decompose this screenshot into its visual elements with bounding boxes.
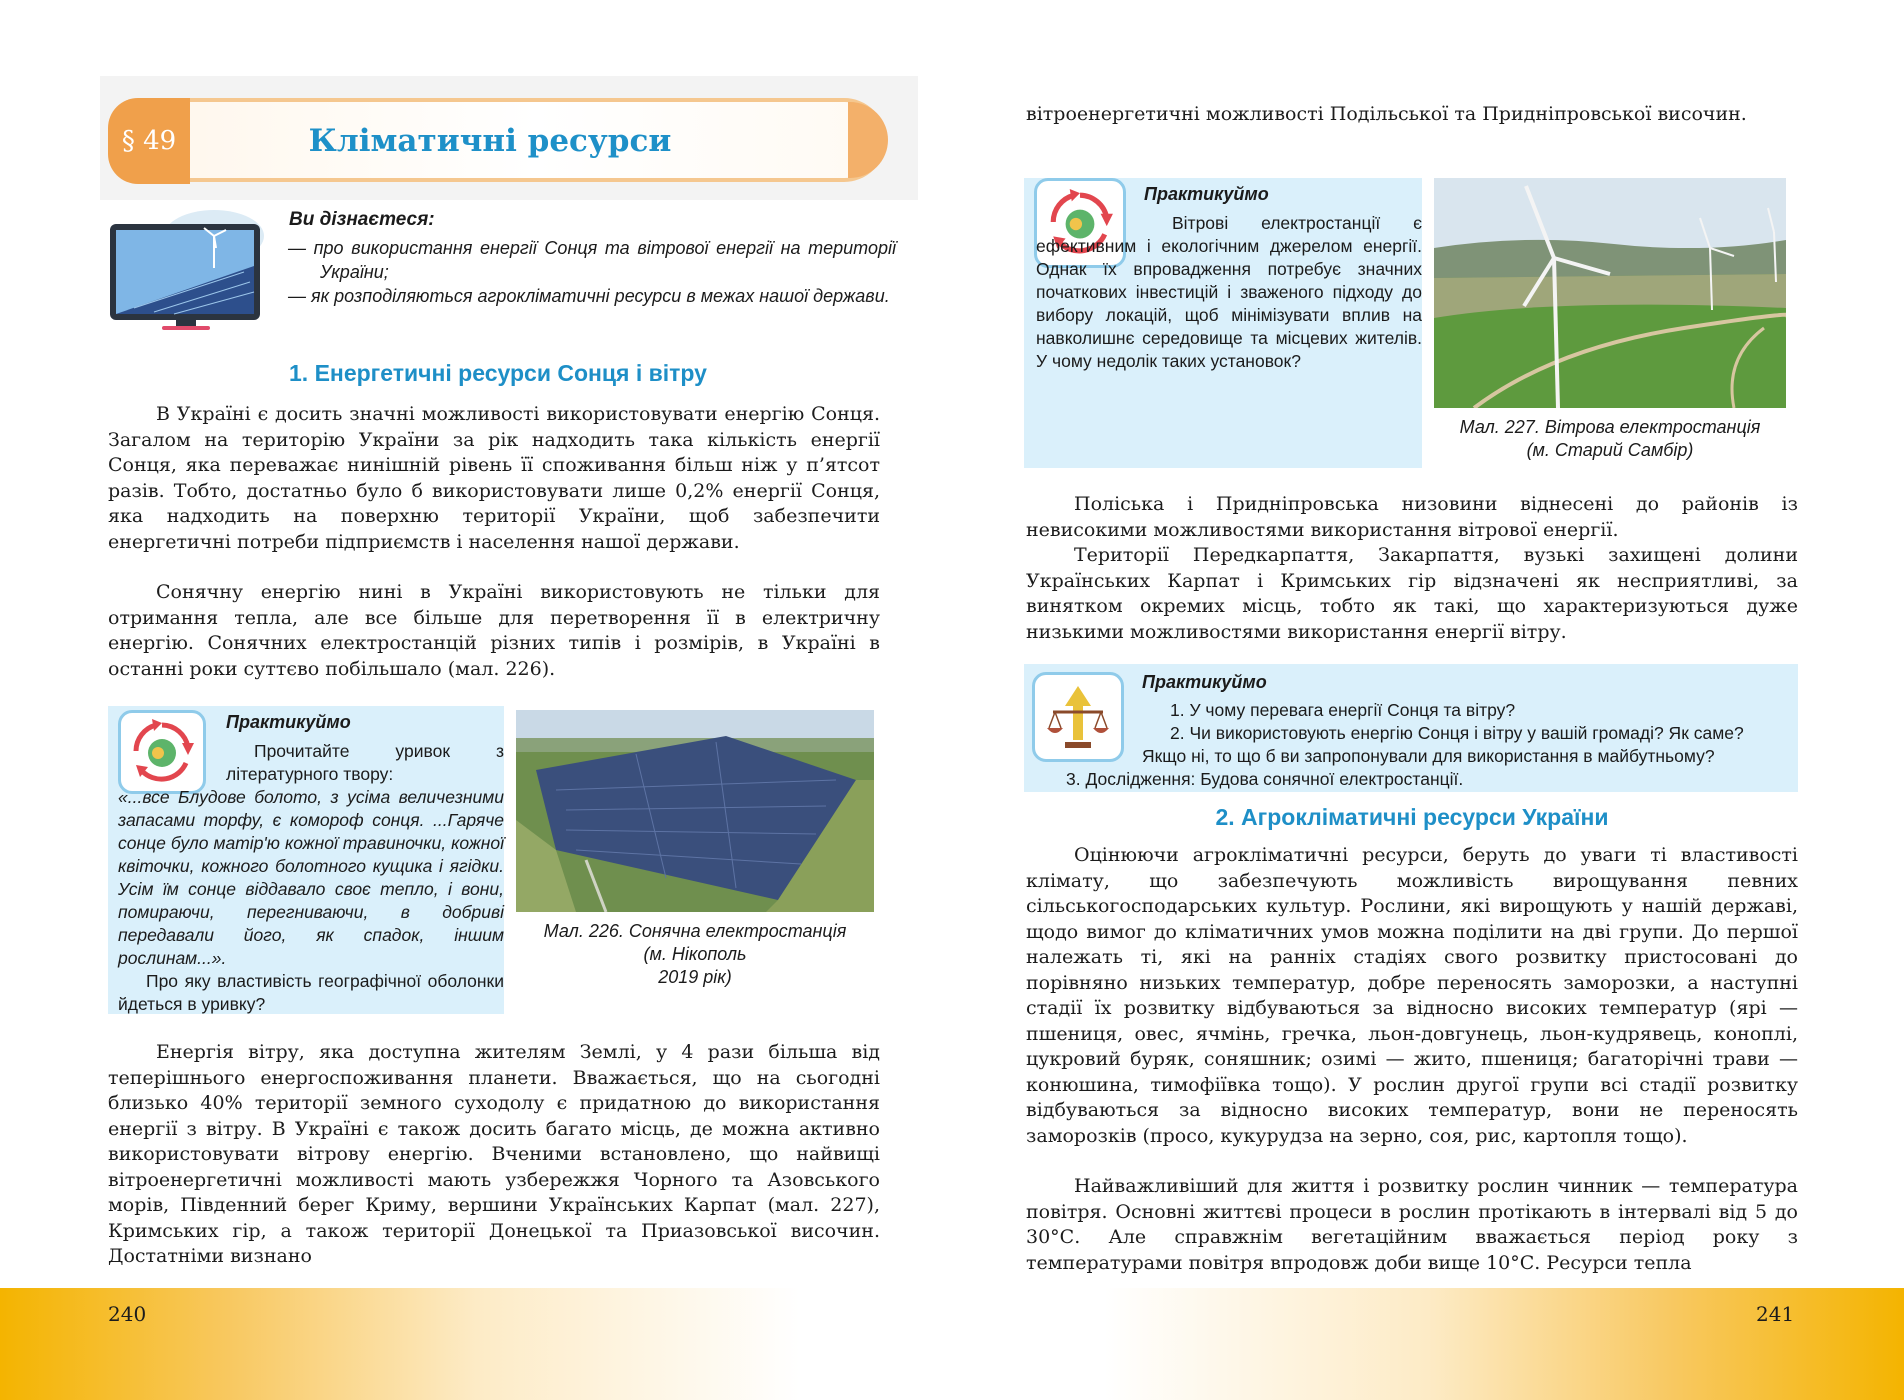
monitor-illustration [104, 206, 272, 334]
figure-226-caption-line-1: Мал. 226. Сонячна електростанція [543, 921, 847, 941]
right-page-number: 241 [1756, 1302, 1795, 1326]
carpathians-paragraph: Території Передкарпаття, Закарпаття, вузькі захищені долини Українських Карпат і Кримських гір відзначені як несприятливі, за винятком окремих місць, тобто як такі, що характеризуються дуже низькими можливостями використання енергії вітру. [1026, 544, 1798, 643]
practice-3-item-2: 2. Чи використовують енергію Сонця і вітру у вашій громаді? Як саме? [1170, 723, 1744, 743]
practice-3-title: Практикуймо [1142, 672, 1267, 692]
solar-plant-photo [516, 710, 874, 912]
practice-1-question: Про яку властивість географічної оболонки йдеться в уривку? [118, 971, 504, 1014]
figure-226-caption-line-2: (м. Нікополь [643, 944, 747, 964]
figure-227-caption-line-2: (м. Старий Самбір) [1526, 440, 1694, 460]
recycle-badge-icon [118, 710, 206, 794]
left-page-number: 240 [108, 1302, 147, 1326]
section-1-paragraph-1: В Україні є досить значні можливості використовувати енергію Сонця. Загалом на територію України за рік надходить така кількість енергії Сонця, яка переважає нинішній рівень її споживання більш ніж у п’ятсот разів. Тобто, достатньо було б використовувати лише 0,2% енергії Сонця, яка надходить на поверхню території України, щоб забезпечити енергетичні потреби підприємств і населення нашої держави. [108, 403, 880, 553]
page-title: Кліматичні ресурси [308, 123, 672, 159]
section-1-heading: 1. Енергетичні ресурси Сонця і вітру [289, 360, 707, 386]
practice-2-text: Вітрові електростанції є ефективним і екологічним джерелом енергії. Однак їх впровадження потребує значних початкових інвестицій і зваженого підходу до вибору локацій, щоб мінімізувати вплив на навколишнє середовище та місцевих жителів. У чому недолік таких установок? [1036, 213, 1422, 371]
scales-badge-icon [1032, 672, 1124, 762]
section-1-paragraph-2: Сонячну енергію нині в Україні використовують не тільки для отримання тепла, але все більше для перетворення її в електричну енергію. Сонячних електростанцій різних типів і розмірів, в Україні в останні роки суттєво побільшало (мал. 226). [108, 581, 880, 680]
practice-1-lead: Прочитайте уривок з літературного твору: [226, 741, 504, 784]
polissia-paragraph: Поліська і Придніпровська низовини віднесені до районів із невисокими можливостями використання вітрової енергії. [1026, 493, 1798, 541]
section-2-heading: 2. Агрокліматичні ресурси України [1215, 804, 1609, 830]
footer-band [0, 1288, 1904, 1400]
practice-2-title: Практикуймо [1144, 184, 1269, 204]
practice-3-item-1: 1. У чому перевага енергії Сонця та вітру? [1170, 700, 1516, 720]
section-number: § 49 [108, 98, 190, 184]
section-2-paragraph-1: Оцінюючи агрокліматичні ресурси, беруть до уваги ті властивості клімату, що забезпечують можливість вирощування певних сільськогосподарських культур. Рослини, які вирощують у нашій державі, щодо вимог до кліматичних умов можна поділити на дві групи. До першої належать ті, які на ранніх стадіях свого розвитку пристосовані до порівняно низьких температур, добре переносять заморозки, а наступні стадії їх розвитку відбуваються за відносно високих температур (ярі — пшениця, овес, ячмінь, гречка, льон-довгунець, льон-кудрявець, коноплі, цукровий буряк, соняшник; озимі — жито, пшениця; багаторічні трави — конюшина, тимофіївка тощо). У рослин другої групи всі стадії розвитку відбуваються за відносно високих температур, вони не переносять заморозків (просо, кукурудза на зерно, соя, рис, картопля тощо). [1026, 844, 1798, 1147]
practice-1-title: Практикуймо [226, 712, 351, 732]
practice-3-item-3: 3. Дослідження: Будова сонячної електростанції. [1066, 769, 1464, 789]
learn-item-1: — про використання енергії Сонця та вітрової енергії на території України; [288, 238, 896, 282]
learn-item-2: — як розподіляються агрокліматичні ресурси в межах нашої держави. [288, 286, 890, 306]
wind-plant-photo [1434, 178, 1786, 408]
figure-226-caption-line-3: 2019 рік) [658, 967, 732, 987]
practice-3-item-2-cont: Якщо ні, то що б ви запропонували для використання в майбутньому? [1142, 746, 1715, 766]
section-2-paragraph-2: Найважливіший для життя і розвитку рослин чинник — температура повітря. Основні життєві процеси в рослин протікають в інтервалі від 5 до 30°С. Але справжнім вегетаційним вважається період року з температурами повітря впродовж доби вище 10°С. Ресурси тепла [1026, 1175, 1798, 1274]
right-top-paragraph: вітроенергетичні можливості Подільської та Придніпровської височин. [1026, 103, 1747, 125]
figure-227-caption-line-1: Мал. 227. Вітрова електростанція [1459, 417, 1761, 437]
learn-title: Ви дізнаєтеся: [289, 209, 435, 230]
section-1-paragraph-3: Енергія вітру, яка доступна жителям Землі, у 4 рази більша від теперішнього енергоспоживання планети. Вважається, що на сьогодні близько 40% території земного суходолу є придатною до використання енергії з вітру. В Україні є також досить багато місць, де можна активно використовувати вітрову енергію. Вченими встановлено, що найвищі вітроенергетичні можливості мають узбережжя Чорного та Азовського морів, Південний берег Криму, вершини Українських Карпат (мал. 227), Кримських гір, а також території Донецької та Приазовської височин. Достатніми визнано [108, 1041, 880, 1267]
practice-1-quote: «...все Блудове болото, з усіма величезними запасами торфу, є комороф сонця. ...Гаряче сонце було матір'ю кожної травиночки, кожної квіточки, кожного болотного кущика і ягідки. Усім їм сонце віддавало своє тепло, і вони, помираючи, перегниваючи, в добриві передавали його, як спадок, іншим рослинам...». [118, 787, 504, 968]
